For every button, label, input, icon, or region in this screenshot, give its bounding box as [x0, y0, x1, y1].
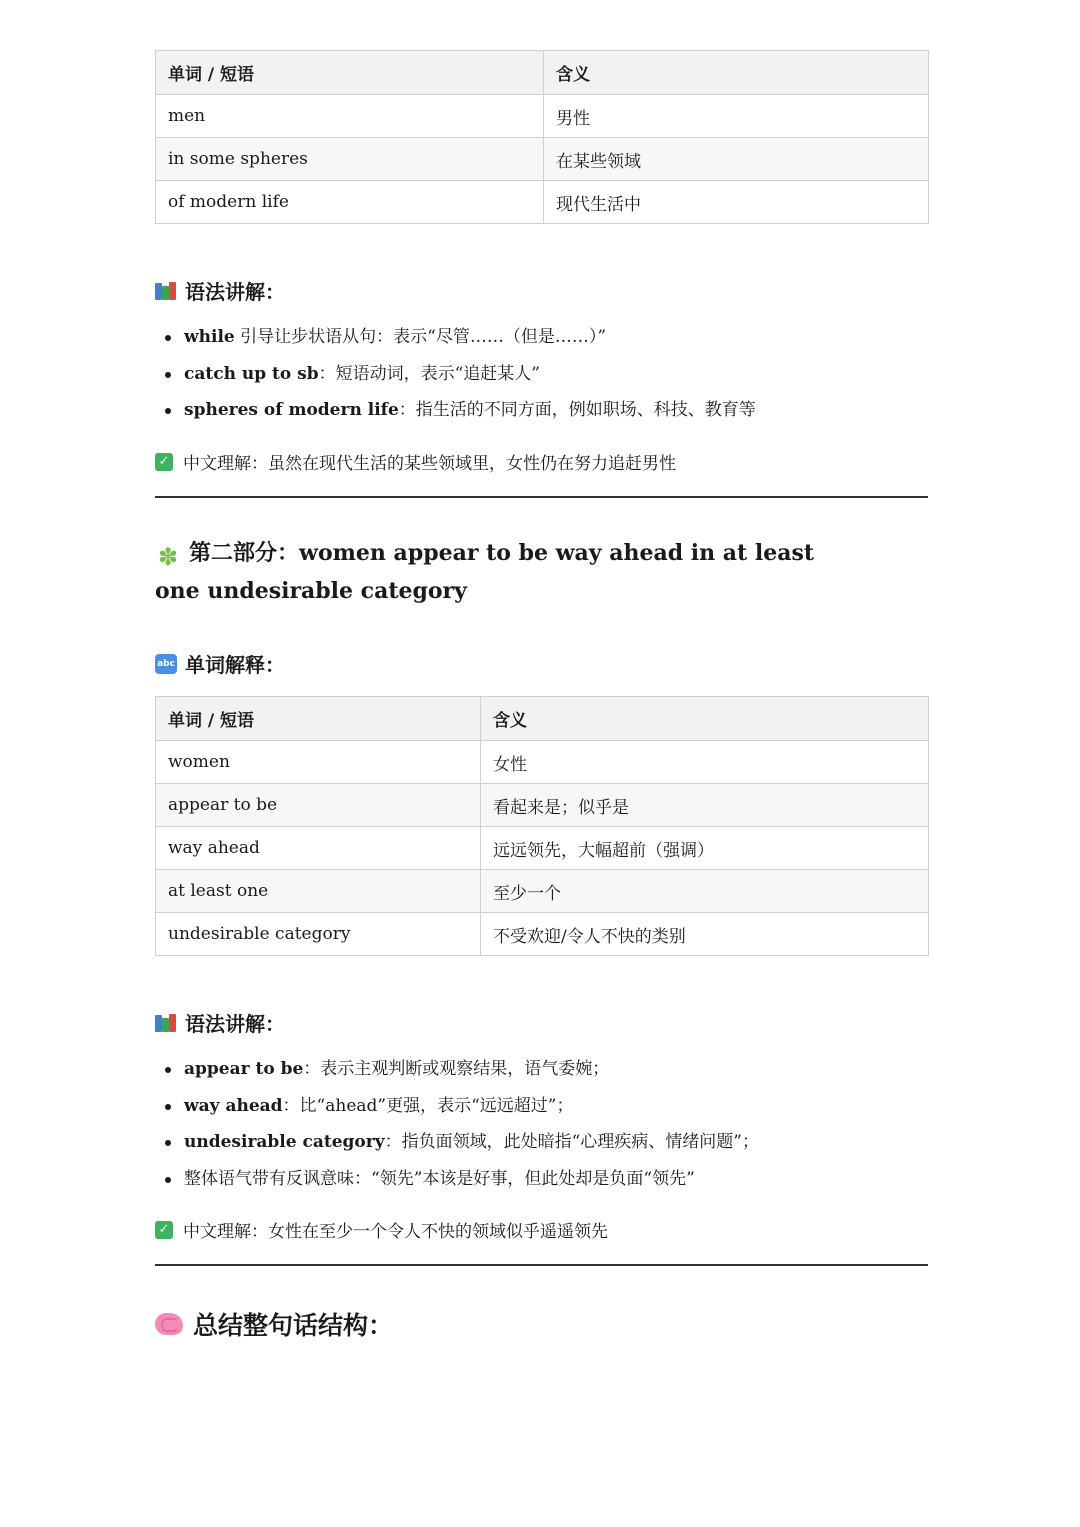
summary-title: 总结整句话结构： — [193, 1311, 394, 1340]
table-header-row — [156, 697, 929, 741]
divider — [155, 496, 928, 498]
grammar-heading-2 — [155, 1008, 285, 1037]
understanding-text: 中文理解：女性在至少一个令人不快的领域似乎遥遥领先 — [183, 1222, 608, 1242]
cell-word: of modern life — [156, 181, 544, 224]
section-title-en: women appear to be way ahead in at least one undesirable category — [155, 540, 815, 604]
list-item — [155, 1131, 928, 1168]
grammar-heading-text: 语法讲解： — [185, 1012, 285, 1036]
list-item — [155, 326, 928, 363]
grammar-points-1 — [155, 326, 928, 436]
point-term: way ahead — [184, 1095, 283, 1116]
point-term: appear to be — [184, 1059, 304, 1079]
table-row — [156, 95, 929, 138]
cell-meaning: 现代生活中 — [544, 181, 929, 224]
table-row — [156, 741, 929, 784]
cell-word: men — [156, 95, 544, 138]
table-row — [156, 138, 929, 181]
cell-meaning: 远远领先，大幅超前（强调） — [481, 827, 929, 870]
books-icon — [155, 281, 177, 301]
table-row — [156, 784, 929, 827]
header-meaning: 含义 — [544, 51, 929, 95]
cell-meaning: 看起来是；似乎是 — [481, 784, 929, 827]
vocab-table-1 — [155, 50, 929, 224]
cell-meaning: 男性 — [544, 95, 929, 138]
cell-word: appear to be — [156, 784, 481, 827]
cell-word: women — [156, 741, 481, 784]
cell-word: way ahead — [156, 827, 481, 870]
cell-meaning: 在某些领域 — [544, 138, 929, 181]
list-item — [155, 363, 928, 400]
vocab-heading-2 — [155, 649, 285, 678]
section-title-part2 — [155, 534, 835, 610]
header-meaning: 含义 — [481, 697, 929, 741]
abc-icon: abc — [155, 654, 177, 674]
point-term: spheres of modern life — [184, 400, 399, 420]
cell-meaning: 至少一个 — [481, 870, 929, 913]
header-word: 单词 / 短语 — [156, 697, 481, 741]
cell-word: at least one — [156, 870, 481, 913]
section-title-cn: 第二部分： — [189, 540, 300, 566]
list-item — [155, 1168, 928, 1205]
cell-word: undesirable category — [156, 913, 481, 956]
understanding-text: 中文理解：虽然在现代生活的某些领域里，女性仍在努力追赶男性 — [183, 454, 676, 474]
brain-icon — [155, 1313, 183, 1335]
point-text: ：指生活的不同方面，例如职场、科技、教育等 — [398, 400, 756, 420]
list-item — [155, 1058, 928, 1095]
point-term: catch up to sb — [184, 363, 319, 384]
point-term: while — [184, 327, 235, 347]
header-word: 单词 / 短语 — [156, 51, 544, 95]
table-row — [156, 913, 929, 956]
divider — [155, 1264, 928, 1266]
point-text: 引导让步状语从句：表示“尽管……（但是……）” — [234, 327, 607, 347]
summary-heading — [155, 1306, 393, 1342]
check-icon: ✓ — [155, 453, 173, 471]
cell-meaning: 女性 — [481, 741, 929, 784]
understanding-2 — [155, 1217, 608, 1242]
grammar-heading-text: 语法讲解： — [185, 280, 285, 304]
check-icon: ✓ — [155, 1221, 173, 1239]
list-item — [155, 1095, 928, 1132]
books-icon — [155, 1013, 177, 1033]
point-text: ：表示主观判断或观察结果，语气委婉； — [303, 1059, 610, 1079]
understanding-1 — [155, 449, 676, 474]
vocab-table-2 — [155, 696, 929, 956]
cell-word: in some spheres — [156, 138, 544, 181]
point-text: ：比“ahead”更强，表示“远远超过”； — [282, 1095, 574, 1116]
point-text: 整体语气带有反讽意味：“领先”本该是好事，但此处却是负面“领先” — [184, 1168, 695, 1189]
point-text: ：短语动词，表示“追赶某人” — [318, 363, 540, 384]
vocab-heading-text: 单词解释： — [185, 653, 285, 677]
table-row — [156, 181, 929, 224]
table-row — [156, 827, 929, 870]
table-header-row — [156, 51, 929, 95]
grammar-heading-1 — [155, 276, 285, 305]
point-text: ：指负面领域，此处暗指“心理疾病、情绪问题”； — [384, 1132, 759, 1152]
point-term: undesirable category — [184, 1132, 385, 1152]
cell-meaning: 不受欢迎/令人不快的类别 — [481, 913, 929, 956]
grammar-points-2 — [155, 1058, 928, 1204]
puzzle-icon: ✽ — [157, 543, 179, 571]
table-row — [156, 870, 929, 913]
list-item — [155, 399, 928, 436]
